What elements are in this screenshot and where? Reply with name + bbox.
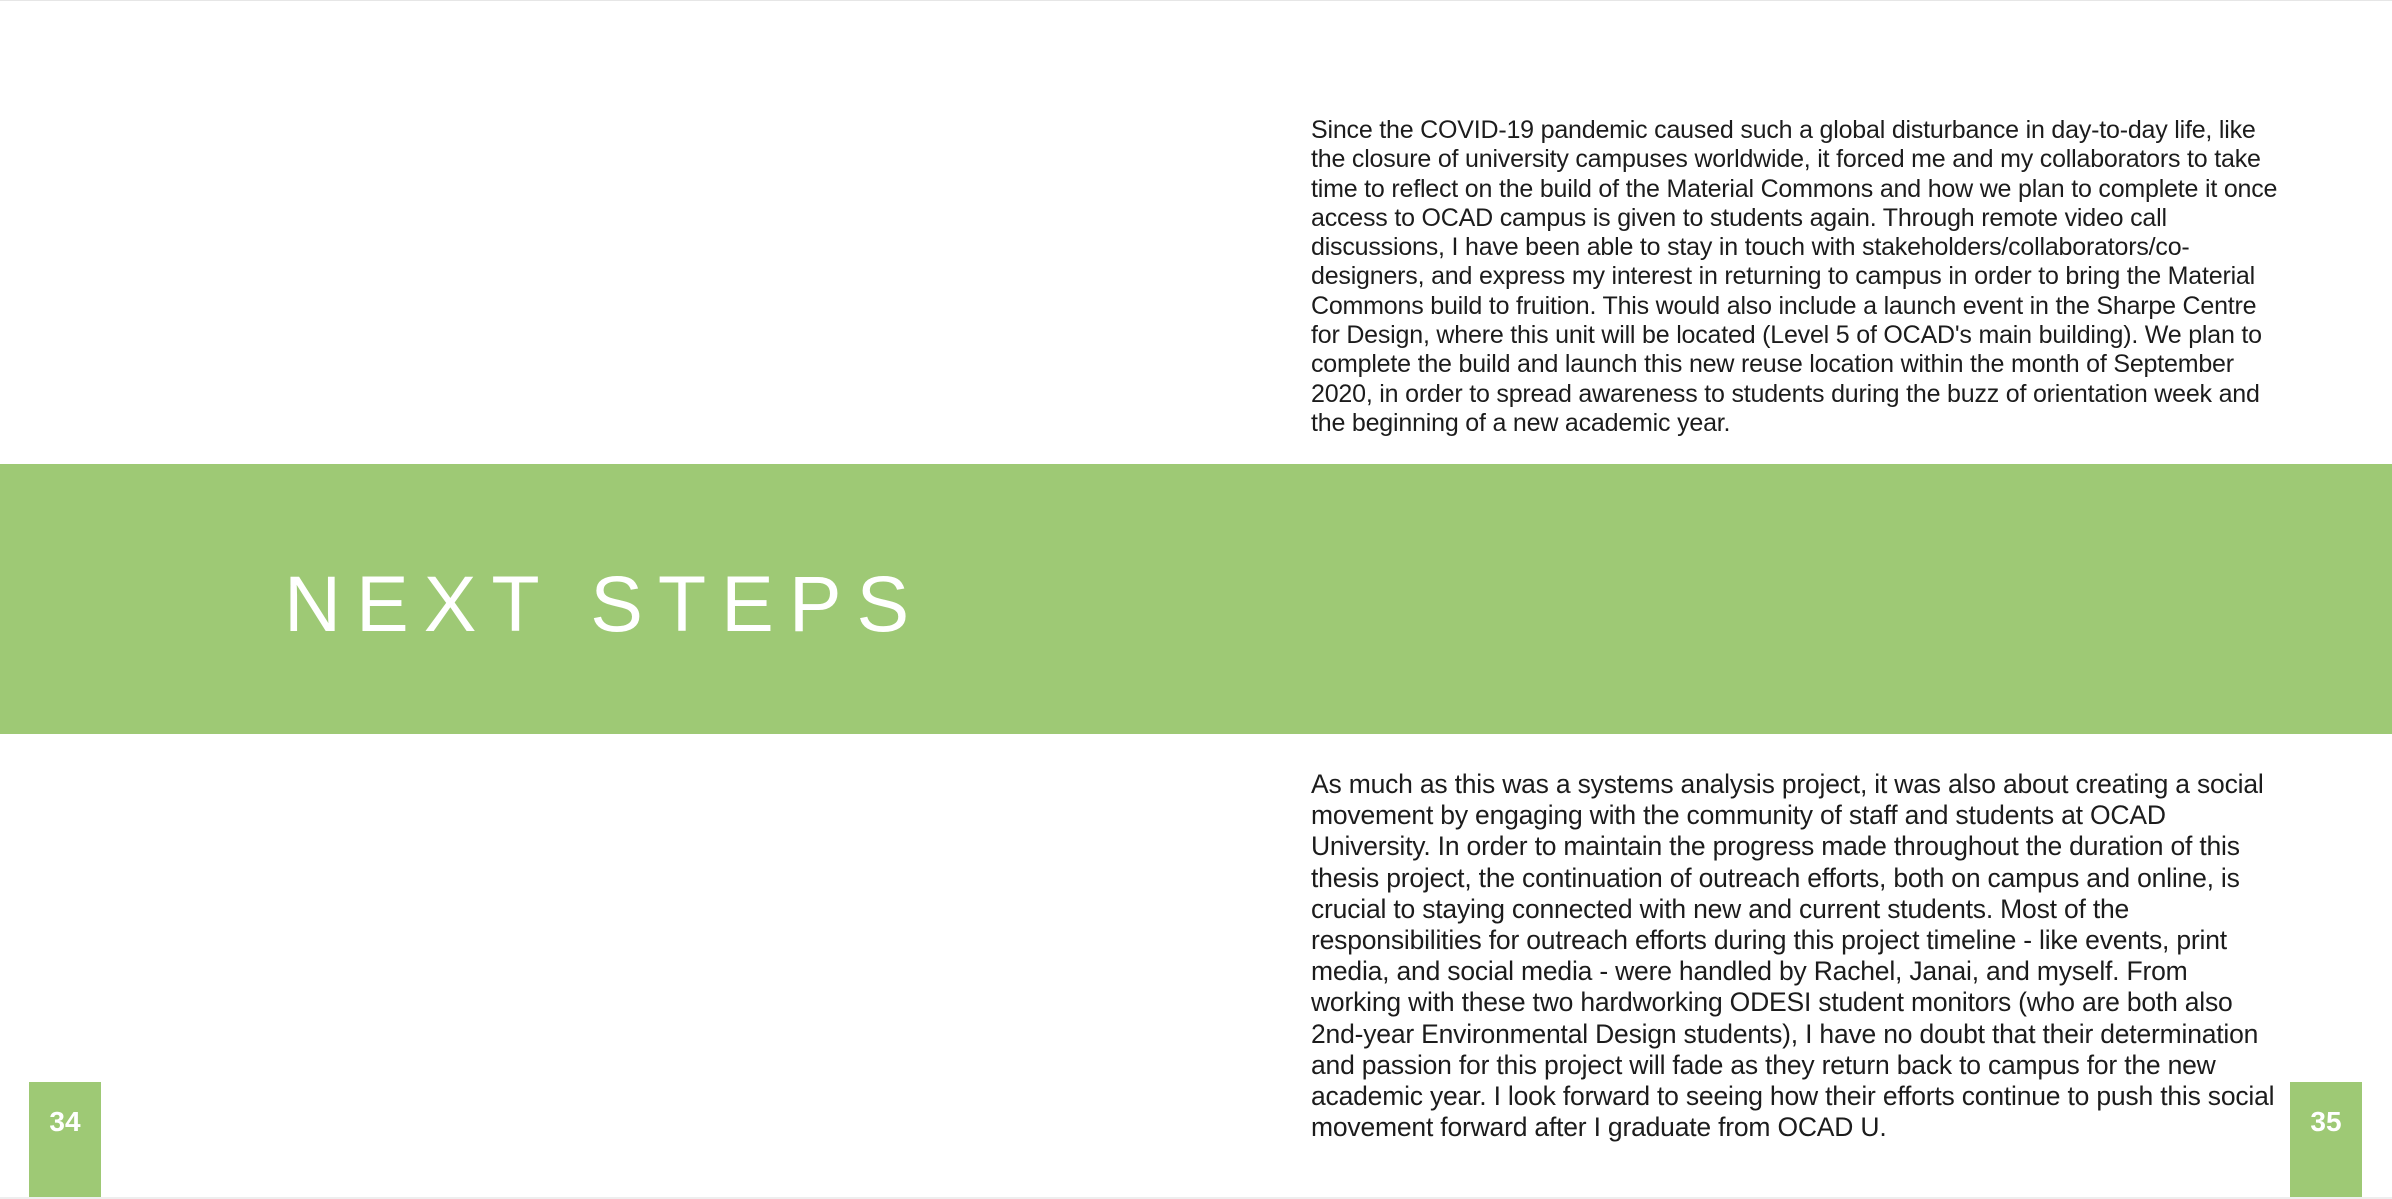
section-title-band [0,464,2392,734]
paragraph-social-movement: As much as this was a systems analysis project, it was also about creating a social movement by engaging with the community of staff and students at OCAD University. In order to maintain the progress made throughout the duration of this thesis project, the continuation of outreach efforts, both on campus and online, is crucial to staying connected with new and current students. Most of the responsibilities for outreach efforts during this project timeline - like events, print media, and social media - were handled by Rachel, Janai, and myself. From working with these two hardworking ODESI student monitors (who are both also 2nd-year Environmental Design students), I have no doubt that their determination and passion for this project will fade as they return back to campus for the new academic year. I look forward to seeing how their efforts continue to push this social movement forward after I graduate from OCAD U. [1311,769,2275,1143]
page-number-left: 34 [29,1082,101,1197]
top-edge-rule [0,0,2392,1]
section-title: NEXT STEPS [284,559,925,648]
paragraph-covid-reflection: Since the COVID-19 pandemic caused such a global disturbance in day-to-day life, like the closure of university campuses worldwide, it forced me and my collaborators to take time to reflect on the build of the Material Commons and how we plan to complete it once access to OCAD campus is given to students again. Through remote video call discussions, I have been able to stay in touch with stakeholders/collaborators/co-designers, and express my interest in returning to campus in order to bring the Material Commons build to fruition. This would also include a launch event in the Sharpe Centre for Design, where this unit will be located (Level 5 of OCAD's main building). We plan to complete the build and launch this new reuse location within the month of September 2020, in order to spread awareness to students during the buzz of orientation week and the beginning of a new academic year. [1311,116,2278,437]
page-number-right: 35 [2290,1082,2362,1197]
